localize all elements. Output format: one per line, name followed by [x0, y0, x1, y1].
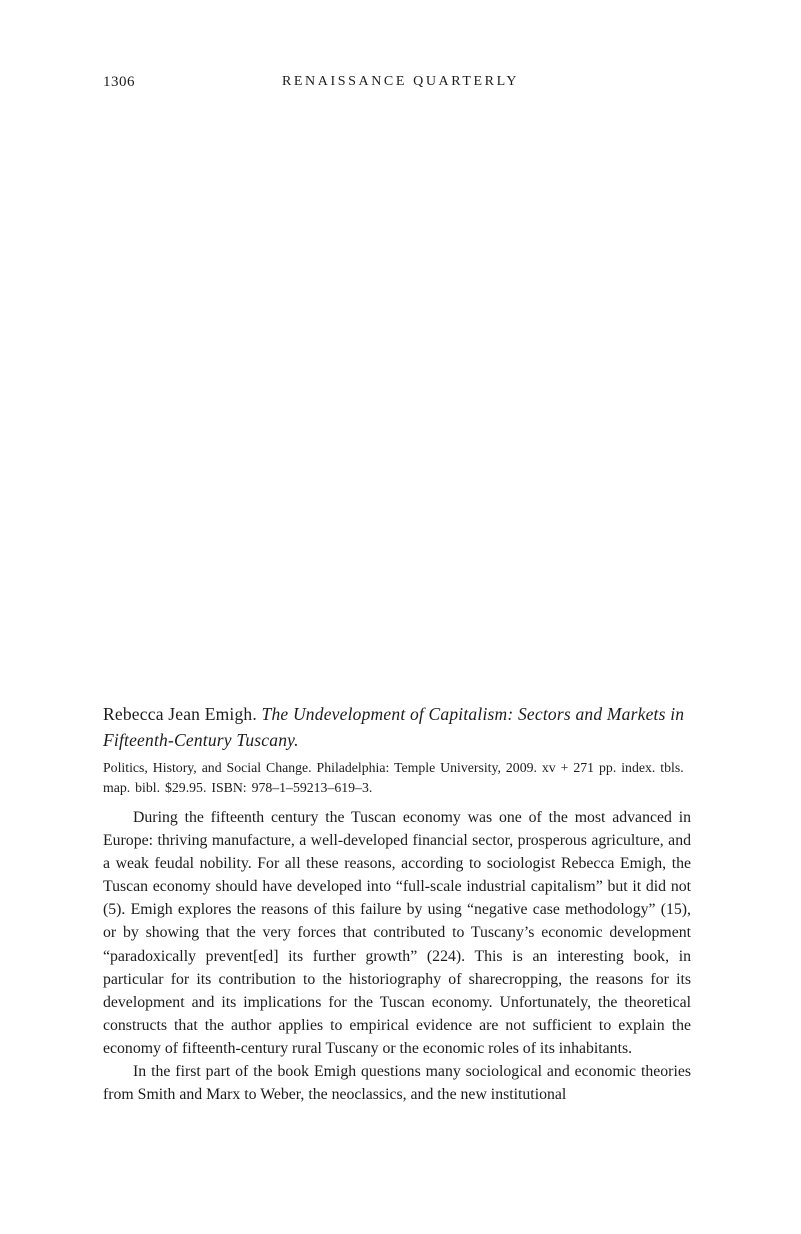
book-review [103, 701, 691, 1106]
review-paragraph-2: In the first part of the book Emigh questions many sociological and economic theories from Smith and Marx to Weber, the neoclassics, and the new institutional [103, 1063, 691, 1104]
review-book-title: The Undevelopment of Capitalism: Sectors and Markets in Fifteenth-Century Tuscany. [103, 704, 685, 750]
review-imprint: Politics, History, and Social Change. Philadelphia: Temple University, 2009. xv + 271 pp. index. tbls. map. bibl. $29.95. ISBN: 978–1–59213–619–3. [103, 760, 684, 795]
running-head [0, 74, 801, 94]
review-citation [103, 701, 691, 753]
journal-title: RENAISSANCE QUARTERLY [281, 74, 520, 89]
page-number: 1306 [103, 74, 135, 90]
review-author: Rebecca Jean Emigh. [103, 704, 257, 724]
review-paragraph-1: During the fifteenth century the Tuscan economy was one of the most advanced in Europe: thriving manufacture, a well-developed financial sector, prosperous agriculture, and a weak feudal nobility. For all these reasons, according to sociologist Rebecca Emigh, the Tuscan economy should have developed into “full-scale industrial capitalism” but it did not (5). Emigh explores the reasons of this failure by using “negative case methodology” (15), or by showing that the very forces that contributed to Tuscany’s economic development “paradoxically prevent[ed] its further growth” (224). This is an interesting book, in particular for its contribution to the historiography of sharecropping, the reasons for its development and its implications for the Tuscan economy. Unfortunately, the theoretical constructs that the author applies to empirical evidence are not sufficient to explain the economy of fifteenth-century rural Tuscany or the economic roles of its inhabitants. [103, 809, 691, 1057]
